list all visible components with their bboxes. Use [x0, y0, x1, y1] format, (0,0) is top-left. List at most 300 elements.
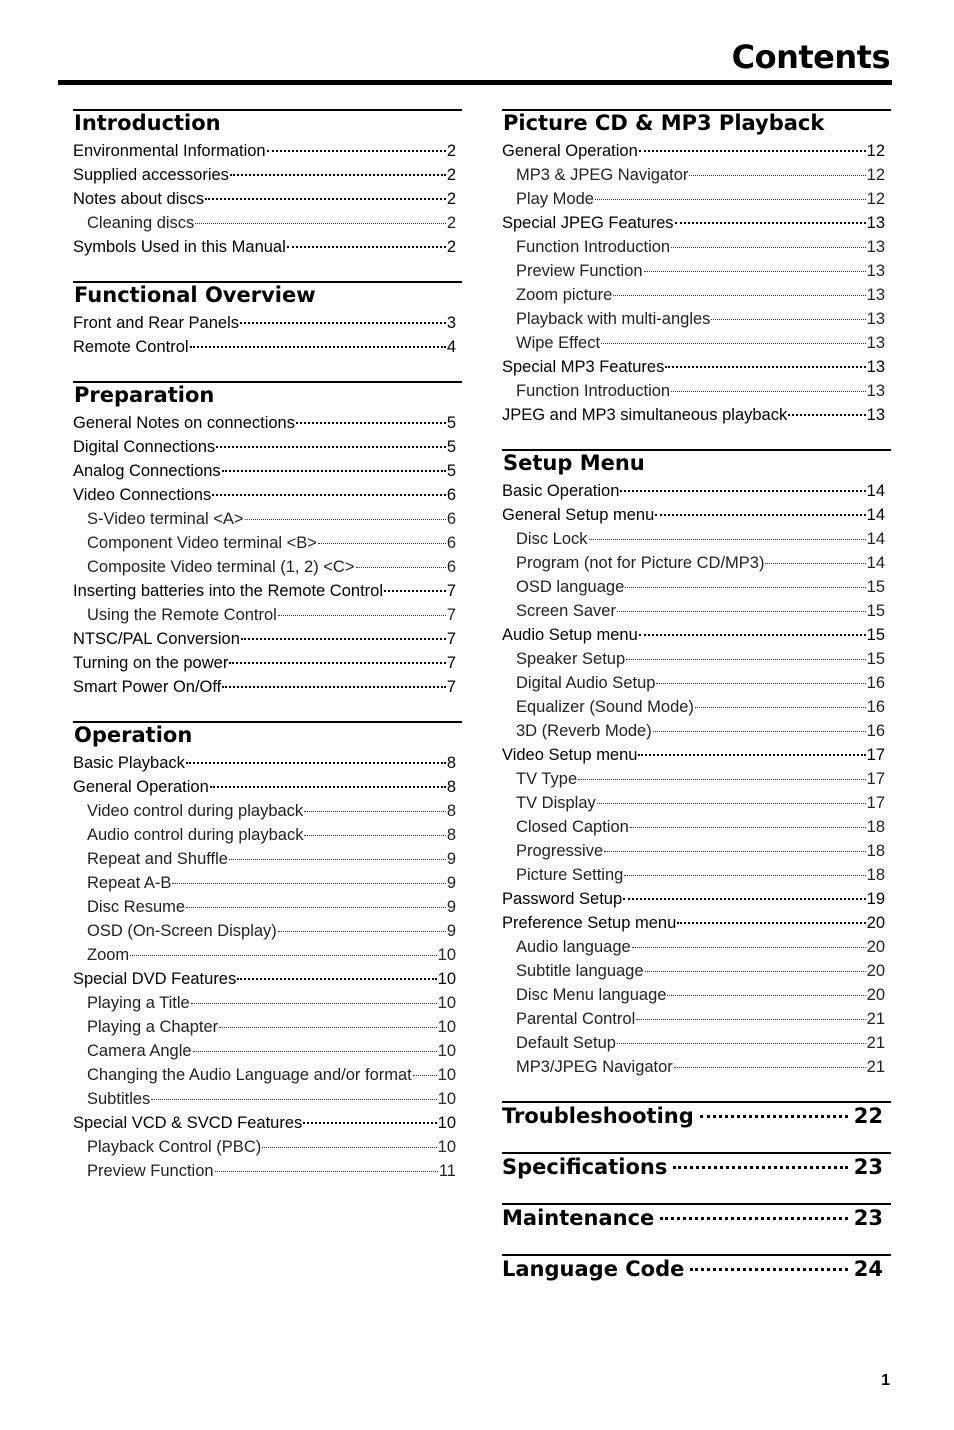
toc-subentry[interactable] — [502, 187, 891, 211]
entry-page: 15 — [866, 626, 885, 644]
entry-title: Video control during playback — [87, 802, 304, 820]
entry-page: 13 — [866, 334, 885, 352]
toc-subentry[interactable] — [73, 991, 462, 1015]
entry-title: Notes about discs — [73, 190, 205, 208]
entry-title: Wipe Effect — [516, 334, 601, 352]
entry-title: Environmental Information — [73, 142, 266, 160]
entry-page: 15 — [866, 602, 885, 620]
main-entry-page: 24 — [853, 1257, 883, 1281]
toc-subentry[interactable] — [502, 767, 891, 791]
section-heading — [73, 721, 462, 751]
toc-subentry[interactable] — [502, 1031, 891, 1055]
toc-main-entry[interactable] — [502, 1101, 891, 1152]
entry-title: Special JPEG Features — [502, 214, 674, 232]
dot-leader — [624, 874, 865, 876]
toc-subentry[interactable] — [502, 863, 891, 887]
entry-page: 21 — [866, 1034, 885, 1052]
toc-subentry[interactable] — [73, 895, 462, 919]
main-entry-page: 23 — [853, 1206, 883, 1230]
entry-title: Digital Connections — [73, 438, 216, 456]
toc-subentry[interactable] — [73, 1015, 462, 1039]
dot-leader — [318, 542, 446, 544]
dot-leader — [613, 294, 865, 296]
entry-page: 8 — [446, 802, 456, 820]
entry-page: 20 — [866, 938, 885, 956]
entry-title: Video Setup menu — [502, 746, 638, 764]
dot-leader — [626, 658, 865, 660]
page-title: Contents — [731, 38, 890, 76]
entry-page: 14 — [866, 482, 885, 500]
entry-title: Preview Function — [516, 262, 643, 280]
toc-entry[interactable] — [502, 911, 891, 935]
dot-leader — [638, 752, 865, 756]
toc-subentry[interactable] — [502, 839, 891, 863]
entry-title: Front and Rear Panels — [73, 314, 240, 332]
dot-leader — [219, 1026, 436, 1028]
entry-title: Special VCD & SVCD Features — [73, 1114, 303, 1132]
entry-title: Picture Setting — [516, 866, 624, 884]
toc-subentry[interactable] — [502, 671, 891, 695]
toc-entry[interactable] — [73, 335, 462, 359]
toc-subentry[interactable] — [502, 259, 891, 283]
entry-title: MP3 & JPEG Navigator — [516, 166, 689, 184]
main-entry-title: Specifications — [502, 1155, 668, 1179]
entry-title: Function Introduction — [516, 238, 671, 256]
dot-leader — [262, 1146, 436, 1148]
entry-title: Smart Power On/Off — [73, 678, 222, 696]
section-heading — [502, 109, 891, 139]
entry-title: Playing a Title — [87, 994, 190, 1012]
entry-title: Equalizer (Sound Mode) — [516, 698, 694, 716]
dot-leader — [245, 518, 446, 520]
entry-title: Progressive — [516, 842, 604, 860]
entry-page: 15 — [866, 578, 885, 596]
main-entry-page: 22 — [853, 1104, 883, 1128]
entry-title: Playing a Chapter — [87, 1018, 219, 1036]
toc-subentry[interactable] — [73, 799, 462, 823]
entry-title: Playback with multi-angles — [516, 310, 711, 328]
toc-subentry[interactable] — [502, 791, 891, 815]
entry-title: S-Video terminal <A> — [87, 510, 244, 528]
toc-entry[interactable] — [73, 627, 462, 651]
toc-entry[interactable] — [73, 579, 462, 603]
dot-leader — [186, 906, 446, 908]
entry-page: 8 — [446, 778, 456, 796]
toc-entry[interactable] — [502, 211, 891, 235]
toc-section — [73, 109, 462, 259]
entry-page: 5 — [446, 438, 456, 456]
dot-leader — [623, 896, 865, 900]
section-heading-text: Picture CD & MP3 Playback — [503, 111, 825, 135]
toc-subentry[interactable] — [502, 163, 891, 187]
entry-page: 7 — [446, 678, 456, 696]
dot-leader — [655, 512, 865, 516]
entry-title: Subtitle language — [516, 962, 644, 980]
entry-title: Closed Caption — [516, 818, 629, 836]
toc-subentry[interactable] — [502, 935, 891, 959]
entry-title: OSD language — [516, 578, 625, 596]
toc-entry[interactable] — [73, 311, 462, 335]
entry-page: 3 — [446, 314, 456, 332]
dot-leader — [690, 1266, 847, 1271]
dot-leader — [675, 220, 866, 224]
dot-leader — [667, 994, 865, 996]
entry-page: 10 — [437, 994, 456, 1012]
section-heading-text: Preparation — [74, 383, 215, 407]
entry-page: 13 — [866, 358, 885, 376]
toc-subentry[interactable] — [502, 527, 891, 551]
dot-leader — [645, 970, 866, 972]
entry-page: 10 — [437, 946, 456, 964]
dot-leader — [230, 172, 446, 176]
entry-title: General Setup menu — [502, 506, 655, 524]
toc-subentry[interactable] — [73, 603, 462, 627]
dot-leader — [222, 684, 446, 688]
dot-leader — [190, 344, 446, 348]
entry-title: General Operation — [73, 778, 209, 796]
toc-subentry[interactable] — [502, 719, 891, 743]
main-entry-title: Troubleshooting — [502, 1104, 694, 1128]
dot-leader — [620, 488, 865, 492]
entry-page: 10 — [437, 1042, 456, 1060]
dot-leader — [695, 706, 866, 708]
dot-leader — [278, 614, 446, 616]
entry-title: Basic Operation — [502, 482, 620, 500]
entry-title: Password Setup — [502, 890, 623, 908]
toc-entry[interactable] — [502, 479, 891, 503]
toc-entry[interactable] — [502, 139, 891, 163]
entry-page: 7 — [446, 582, 456, 600]
dot-leader — [617, 610, 866, 612]
dot-leader — [287, 244, 446, 248]
toc-subentry[interactable] — [73, 1087, 462, 1111]
entry-page: 6 — [446, 510, 456, 528]
toc-subentry[interactable] — [73, 919, 462, 943]
toc-main-entry[interactable] — [502, 1203, 891, 1254]
entry-page: 20 — [866, 962, 885, 980]
toc-entry[interactable] — [73, 675, 462, 699]
dot-leader — [215, 1170, 438, 1172]
entry-title: Program (not for Picture CD/MP3) — [516, 554, 765, 572]
dot-leader — [639, 148, 866, 152]
entry-page: 6 — [446, 486, 456, 504]
toc-subentry[interactable] — [502, 695, 891, 719]
entry-title: Inserting batteries into the Remote Control — [73, 582, 383, 600]
toc-subentry[interactable] — [73, 1039, 462, 1063]
dot-leader — [384, 588, 446, 592]
entry-page: 13 — [866, 310, 885, 328]
entry-title: 3D (Reverb Mode) — [516, 722, 652, 740]
entry-title: Repeat A-B — [87, 874, 172, 892]
toc-subentry[interactable] — [502, 379, 891, 403]
dot-leader — [617, 1042, 866, 1044]
dot-leader — [195, 222, 446, 224]
dot-leader — [205, 196, 446, 200]
toc-entry[interactable] — [73, 967, 462, 991]
entry-page: 9 — [446, 874, 456, 892]
toc-subentry[interactable] — [73, 211, 462, 235]
entry-page: 10 — [437, 1018, 456, 1036]
dot-leader — [303, 1120, 436, 1124]
toc-entry[interactable] — [73, 775, 462, 799]
entry-page: 17 — [866, 794, 885, 812]
toc-entry[interactable] — [73, 459, 462, 483]
dot-leader — [644, 270, 866, 272]
dot-leader — [241, 636, 446, 640]
toc-entry[interactable] — [502, 743, 891, 767]
entry-title: Remote Control — [73, 338, 189, 356]
entry-page: 9 — [446, 898, 456, 916]
dot-leader — [356, 566, 446, 568]
toc-entry[interactable] — [73, 235, 462, 259]
entry-page: 17 — [866, 746, 885, 764]
title-rule — [58, 80, 892, 85]
entry-page: 16 — [866, 722, 885, 740]
toc-entry[interactable] — [502, 355, 891, 379]
section-heading — [73, 109, 462, 139]
entry-page: 13 — [866, 214, 885, 232]
dot-leader — [656, 682, 865, 684]
section-heading-text: Functional Overview — [74, 283, 316, 307]
entry-page: 14 — [866, 506, 885, 524]
dot-leader — [130, 954, 436, 956]
section-heading-text: Operation — [74, 723, 193, 747]
entry-title: Play Mode — [516, 190, 594, 208]
toc-subentry[interactable] — [73, 823, 462, 847]
toc-entry[interactable] — [73, 751, 462, 775]
toc-subentry[interactable] — [73, 555, 462, 579]
entry-title: Using the Remote Control — [87, 606, 277, 624]
entry-page: 9 — [446, 850, 456, 868]
entry-page: 2 — [446, 214, 456, 232]
toc-subentry[interactable] — [73, 943, 462, 967]
entry-title: Disc Resume — [87, 898, 186, 916]
entry-title: General Notes on connections — [73, 414, 295, 432]
entry-title: OSD (On-Screen Display) — [87, 922, 277, 940]
toc-entry[interactable] — [502, 887, 891, 911]
entry-title: Disc Lock — [516, 530, 588, 548]
entry-page: 13 — [866, 406, 885, 424]
toc-subentry[interactable] — [73, 847, 462, 871]
entry-title: Disc Menu language — [516, 986, 667, 1004]
entry-title: Special MP3 Features — [502, 358, 665, 376]
dot-leader — [278, 930, 446, 932]
toc-subentry[interactable] — [502, 983, 891, 1007]
dot-leader — [413, 1074, 437, 1076]
dot-leader — [671, 390, 866, 392]
dot-leader — [765, 562, 865, 564]
entry-page: 11 — [438, 1162, 456, 1180]
entry-page: 6 — [446, 558, 456, 576]
entry-title: Analog Connections — [73, 462, 221, 480]
entry-title: Preview Function — [87, 1162, 214, 1180]
toc-subentry[interactable] — [73, 507, 462, 531]
toc-subentry[interactable] — [502, 551, 891, 575]
entry-page: 13 — [866, 238, 885, 256]
toc-subentry[interactable] — [502, 1055, 891, 1079]
entry-page: 5 — [446, 414, 456, 432]
toc-subentry[interactable] — [73, 1063, 462, 1087]
entry-page: 16 — [866, 674, 885, 692]
entry-page: 18 — [866, 866, 885, 884]
toc-subentry[interactable] — [73, 531, 462, 555]
entry-title: Speaker Setup — [516, 650, 626, 668]
entry-title: TV Type — [516, 770, 578, 788]
toc-subentry[interactable] — [502, 647, 891, 671]
dot-leader — [674, 1066, 866, 1068]
entry-title: JPEG and MP3 simultaneous playback — [502, 406, 788, 424]
dot-leader — [601, 342, 866, 344]
entry-page: 16 — [866, 698, 885, 716]
entry-title: Playback Control (PBC) — [87, 1138, 262, 1156]
entry-page: 2 — [446, 238, 456, 256]
entry-title: General Operation — [502, 142, 638, 160]
dot-leader — [186, 760, 446, 764]
dot-leader — [216, 444, 446, 448]
entry-title: Repeat and Shuffle — [87, 850, 228, 868]
entry-page: 9 — [446, 922, 456, 940]
entry-page: 17 — [866, 770, 885, 788]
entry-title: Parental Control — [516, 1010, 636, 1028]
entry-page: 5 — [446, 462, 456, 480]
dot-leader — [193, 1050, 437, 1052]
toc-subentry[interactable] — [502, 331, 891, 355]
entry-page: 10 — [437, 970, 456, 988]
entry-page: 13 — [866, 262, 885, 280]
entry-title: Cleaning discs — [87, 214, 195, 232]
toc-subentry[interactable] — [73, 1159, 462, 1183]
toc-main-entry[interactable] — [502, 1152, 891, 1203]
toc-section — [73, 721, 462, 1183]
entry-title: Video Connections — [73, 486, 212, 504]
toc-section — [502, 449, 891, 1079]
dot-leader — [191, 1002, 437, 1004]
dot-leader — [700, 1113, 848, 1118]
toc-main-sections — [502, 1101, 891, 1305]
dot-leader — [595, 198, 866, 200]
toc-right-column — [502, 109, 891, 1305]
entry-page: 21 — [866, 1010, 885, 1028]
toc-entry[interactable] — [73, 139, 462, 163]
section-heading — [502, 449, 891, 479]
toc-entry[interactable] — [73, 163, 462, 187]
entry-page: 19 — [866, 890, 885, 908]
entry-page: 7 — [446, 630, 456, 648]
entry-title: Zoom picture — [516, 286, 613, 304]
toc-entry[interactable] — [502, 403, 891, 427]
entry-title: Changing the Audio Language and/or format — [87, 1066, 412, 1084]
entry-title: MP3/JPEG Navigator — [516, 1058, 673, 1076]
dot-leader — [711, 318, 865, 320]
toc-entry[interactable] — [73, 411, 462, 435]
entry-title: TV Display — [516, 794, 596, 812]
entry-page: 7 — [446, 606, 456, 624]
entry-title: Default Setup — [516, 1034, 616, 1052]
entry-page: 2 — [446, 166, 456, 184]
entry-page: 12 — [866, 190, 885, 208]
entry-title: Screen Saver — [516, 602, 616, 620]
toc-entry[interactable] — [73, 435, 462, 459]
dot-leader — [304, 810, 446, 812]
dot-leader — [304, 834, 445, 836]
entry-title: Camera Angle — [87, 1042, 192, 1060]
toc-main-entry[interactable] — [502, 1254, 891, 1305]
dot-leader — [578, 778, 865, 780]
entry-title: Special DVD Features — [73, 970, 237, 988]
toc-entry[interactable] — [73, 187, 462, 211]
entry-title: Audio Setup menu — [502, 626, 638, 644]
dot-leader — [172, 882, 445, 884]
toc-entry[interactable] — [73, 1111, 462, 1135]
toc-subentry[interactable] — [73, 871, 462, 895]
dot-leader — [788, 412, 865, 416]
toc-entry[interactable] — [73, 483, 462, 507]
section-heading-text: Setup Menu — [503, 451, 645, 475]
dot-leader — [151, 1098, 436, 1100]
entry-page: 15 — [866, 650, 885, 668]
entry-page: 13 — [866, 382, 885, 400]
toc-subentry[interactable] — [502, 599, 891, 623]
section-heading-text: Introduction — [74, 111, 221, 135]
toc-subentry[interactable] — [502, 307, 891, 331]
entry-title: Symbols Used in this Manual — [73, 238, 286, 256]
entry-title: Preference Setup menu — [502, 914, 677, 932]
dot-leader — [222, 468, 446, 472]
toc-subentry[interactable] — [502, 1007, 891, 1031]
dot-leader — [671, 246, 866, 248]
dot-leader — [653, 730, 866, 732]
entry-title: Composite Video terminal (1, 2) <C> — [87, 558, 355, 576]
dot-leader — [210, 784, 446, 788]
entry-page: 14 — [866, 554, 885, 572]
toc-subentry[interactable] — [73, 1135, 462, 1159]
dot-leader — [240, 320, 446, 324]
dot-leader — [267, 148, 446, 152]
toc-section — [73, 281, 462, 359]
entry-title: Subtitles — [87, 1090, 151, 1108]
entry-page: 8 — [446, 754, 456, 772]
entry-title: Basic Playback — [73, 754, 185, 772]
entry-title: Digital Audio Setup — [516, 674, 656, 692]
toc-subentry[interactable] — [502, 815, 891, 839]
dot-leader — [632, 946, 866, 948]
toc-entry[interactable] — [502, 623, 891, 647]
toc-entry[interactable] — [73, 651, 462, 675]
entry-page: 18 — [866, 842, 885, 860]
entry-page: 14 — [866, 530, 885, 548]
toc-section — [73, 381, 462, 699]
entry-page: 2 — [446, 190, 456, 208]
entry-title: Turning on the power — [73, 654, 229, 672]
dot-leader — [689, 174, 865, 176]
entry-title: Component Video terminal <B> — [87, 534, 317, 552]
toc-subentry[interactable] — [502, 575, 891, 599]
entry-page: 10 — [437, 1114, 456, 1132]
toc-subentry[interactable] — [502, 959, 891, 983]
toc-section — [502, 109, 891, 427]
dot-leader — [237, 976, 436, 980]
dot-leader — [229, 858, 446, 860]
toc-subentry[interactable] — [502, 283, 891, 307]
toc-entry[interactable] — [502, 503, 891, 527]
main-entry-title: Maintenance — [502, 1206, 655, 1230]
toc-subentry[interactable] — [502, 235, 891, 259]
entry-page: 2 — [446, 142, 456, 160]
dot-leader — [673, 1164, 847, 1169]
section-heading — [73, 381, 462, 411]
dot-leader — [630, 826, 866, 828]
dot-leader — [229, 660, 445, 664]
